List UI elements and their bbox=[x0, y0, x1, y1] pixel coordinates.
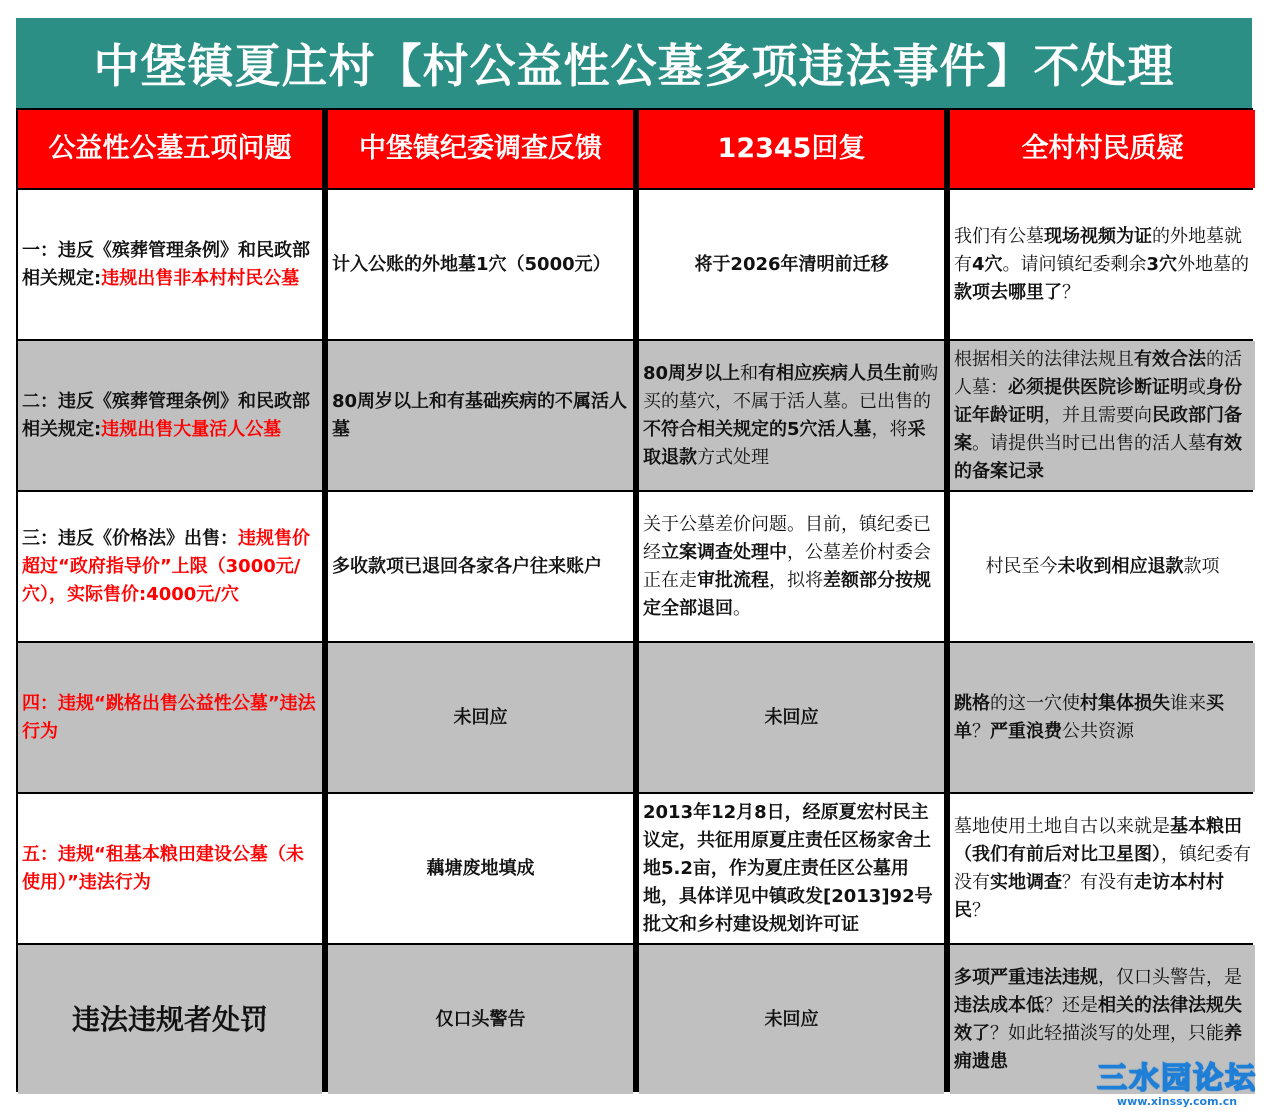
cell-text: ，仅口头警告，是 bbox=[1098, 966, 1242, 988]
watermark-url: www.xinssy.com.cn bbox=[1116, 1095, 1238, 1108]
table-cell-r4-c3 bbox=[639, 643, 944, 792]
title-bar bbox=[16, 18, 1252, 108]
table-cell-r2-c2 bbox=[328, 341, 633, 490]
cell-text: 2013年12月8日，经原夏宏村民主议定，共征用原夏庄责任区杨家舍土地5.2亩，作为夏庄责任区公墓用地，具体详见中镇政发[2013]92号批文和乡村建设规划许可证 bbox=[643, 801, 933, 935]
cell-text: 4穴 bbox=[972, 253, 1003, 275]
cell-text: 严重浪费 bbox=[990, 720, 1062, 742]
cell-text: 3穴 bbox=[1146, 253, 1178, 275]
watermark-logo-text: 三水园论坛 bbox=[1097, 1061, 1257, 1096]
cell-text: 相关的法律法规失效了 bbox=[954, 994, 1242, 1044]
table-cell-r6-c1 bbox=[18, 945, 322, 1094]
cell-text: 村集体损失 bbox=[1080, 692, 1170, 714]
cell-text: 一：违反《殡葬管理条例》和民政部相关规定: bbox=[22, 239, 310, 289]
cell-text: 差额部分按规定全部退回 bbox=[643, 569, 931, 619]
cell-text: 未回应 bbox=[764, 706, 819, 728]
cell-text: ？ bbox=[972, 720, 990, 742]
cell-text: 或 bbox=[1188, 376, 1206, 398]
cell-text: 购买的墓穴，不属于活人墓。已出售的 bbox=[643, 362, 939, 412]
cell-text: 未收到相应退款 bbox=[1057, 555, 1184, 577]
table-cell-r6-c2 bbox=[328, 945, 633, 1094]
cell-text: 违法成本低 bbox=[954, 994, 1044, 1016]
cell-text: 走访本村村民 bbox=[954, 871, 1224, 921]
cell-text: 违规出售大量活人公墓 bbox=[101, 418, 282, 440]
cell-text: 计入公账的外地墓1穴（5000元） bbox=[332, 253, 611, 275]
cell-text: 多收款项已退回各家各户往来账户 bbox=[332, 555, 602, 577]
cell-text: 立案调查处理中 bbox=[661, 541, 787, 563]
cell-text: 违规售价超过“政府指导价”上限（3000元/穴），实际售价:4000元/穴 bbox=[22, 527, 310, 605]
cell-text: ？还是 bbox=[1044, 994, 1098, 1016]
cell-text: 墓地使用土地自古以来就是 bbox=[954, 815, 1170, 837]
issues-table bbox=[16, 108, 1253, 1092]
cell-text: 我们有公墓 bbox=[954, 225, 1044, 247]
cell-text: 的外地墓就有 bbox=[954, 225, 1242, 275]
cell-text: 实地调查 bbox=[990, 871, 1062, 893]
table-cell-r3-c3 bbox=[639, 492, 944, 641]
table-cell-r3-c4 bbox=[950, 492, 1255, 641]
cell-text: 不符合相关规定的5穴活人墓 bbox=[643, 418, 872, 440]
cell-text: 违规出售非本村村民公墓 bbox=[101, 267, 300, 289]
cell-text: ，并且需要向 bbox=[1044, 404, 1152, 426]
table-cell-r5-c1 bbox=[18, 794, 322, 943]
cell-text: ，公墓差价村委会正在走 bbox=[643, 541, 931, 591]
cell-text: 有相应疾病人员生前 bbox=[758, 362, 921, 384]
table-cell-r5-c3 bbox=[639, 794, 944, 943]
table-cell-r2-c4 bbox=[950, 341, 1255, 490]
cell-text: 五：违规“租基本粮田建设公墓（未使用）”违法行为 bbox=[22, 843, 304, 893]
cell-text: ？ bbox=[1062, 281, 1080, 303]
cell-text: 80周岁以上 bbox=[643, 362, 741, 384]
cell-text: ，拟将 bbox=[769, 569, 823, 591]
cell-text: 基本粮田（我们有前后对比卫星图） bbox=[954, 815, 1242, 865]
cell-text: 款项 bbox=[1183, 555, 1220, 577]
cell-text: 。请提供当时已出售的活人墓 bbox=[972, 432, 1206, 454]
cell-text: 80周岁以上和有基础疾病的不属活人墓 bbox=[332, 390, 628, 440]
cell-text: 民政部门备案 bbox=[954, 404, 1242, 454]
cell-text: ，镇纪委有没有 bbox=[954, 843, 1251, 893]
cell-text: 。请问镇纪委剩余 bbox=[1002, 253, 1147, 275]
cell-text: 藕塘废地填成 bbox=[426, 857, 535, 879]
cell-text: ？ bbox=[972, 899, 990, 921]
cell-text: 根据相关的法律法规且 bbox=[954, 348, 1134, 370]
table-cell-r1-c1 bbox=[18, 190, 322, 339]
table-cell-r1-c4 bbox=[950, 190, 1255, 339]
cell-text: ？有没有 bbox=[1062, 871, 1134, 893]
cell-text: 公共资源 bbox=[1062, 720, 1134, 742]
table-cell-r2-c1 bbox=[18, 341, 322, 490]
cell-text: 违法违规者处罚 bbox=[71, 1002, 268, 1036]
cell-text: 谁来 bbox=[1170, 692, 1206, 714]
table-cell-r3-c2 bbox=[328, 492, 633, 641]
table-cell-r5-c4 bbox=[950, 794, 1255, 943]
cell-text: 村民至今 bbox=[985, 555, 1058, 577]
cell-text: 二：违反《殡葬管理条例》和民政部相关规定: bbox=[22, 390, 310, 440]
table-cell-r3-c1 bbox=[18, 492, 322, 641]
table-cell-r4-c2 bbox=[328, 643, 633, 792]
cell-text: 养痈遗患 bbox=[954, 1022, 1242, 1072]
cell-text: 身份证年龄证明 bbox=[954, 376, 1242, 426]
table-cell-r2-c3 bbox=[639, 341, 944, 490]
cell-text: 三：违反《价格法》出售： bbox=[22, 527, 238, 549]
cell-text: 方式处理 bbox=[697, 446, 769, 468]
cell-text: 的这一穴使 bbox=[990, 692, 1080, 714]
header-villager-questions: 全村村民质疑 bbox=[950, 110, 1255, 188]
cell-text: 未回应 bbox=[453, 706, 508, 728]
cell-text: 有效合法 bbox=[1134, 348, 1206, 370]
cell-text: 将于2026年清明前迁移 bbox=[694, 253, 889, 275]
cell-text: 的活人墓： bbox=[954, 348, 1242, 398]
table-cell-r4-c1 bbox=[18, 643, 322, 792]
cell-text: 多项严重违法违规 bbox=[954, 966, 1098, 988]
header-commission-feedback: 中堡镇纪委调查反馈 bbox=[328, 110, 633, 188]
cell-text: 审批流程 bbox=[697, 569, 769, 591]
cell-text: 有效的备案记录 bbox=[954, 432, 1242, 482]
forum-watermark bbox=[1092, 1062, 1262, 1108]
cell-text: 必须提供医院诊断证明 bbox=[1008, 376, 1188, 398]
cell-text: 仅口头警告 bbox=[435, 1008, 526, 1030]
cell-text: 采取退款 bbox=[643, 418, 926, 468]
page-title: 中堡镇夏庄村【村公益性公墓多项违法事件】不处理 bbox=[93, 39, 1175, 93]
cell-text: 跳格 bbox=[954, 692, 990, 714]
table-cell-r1-c2 bbox=[328, 190, 633, 339]
cell-text: 款项去哪里了 bbox=[954, 281, 1062, 303]
cell-text: 未回应 bbox=[764, 1008, 819, 1030]
table-cell-r6-c3 bbox=[639, 945, 944, 1094]
cell-text: 。 bbox=[733, 597, 751, 619]
cell-text: 和 bbox=[740, 362, 759, 384]
cell-text: 外地墓的 bbox=[1177, 253, 1250, 275]
table-cell-r4-c4 bbox=[950, 643, 1255, 792]
cell-text: 四：违规“跳格出售公益性公墓”违法行为 bbox=[22, 692, 316, 742]
header-12345-reply: 12345回复 bbox=[639, 110, 944, 188]
cell-text: 关于公墓差价问题。目前，镇纪委已经 bbox=[643, 513, 931, 563]
cell-text: ？如此轻描淡写的处理，只能 bbox=[990, 1022, 1224, 1044]
cell-text: 买单 bbox=[954, 692, 1224, 742]
cell-text: 现场视频为证 bbox=[1044, 225, 1152, 247]
cell-text: ，将 bbox=[871, 418, 908, 440]
table-cell-r5-c2 bbox=[328, 794, 633, 943]
table-cell-r1-c3 bbox=[639, 190, 944, 339]
header-issues: 公益性公墓五项问题 bbox=[18, 110, 322, 188]
